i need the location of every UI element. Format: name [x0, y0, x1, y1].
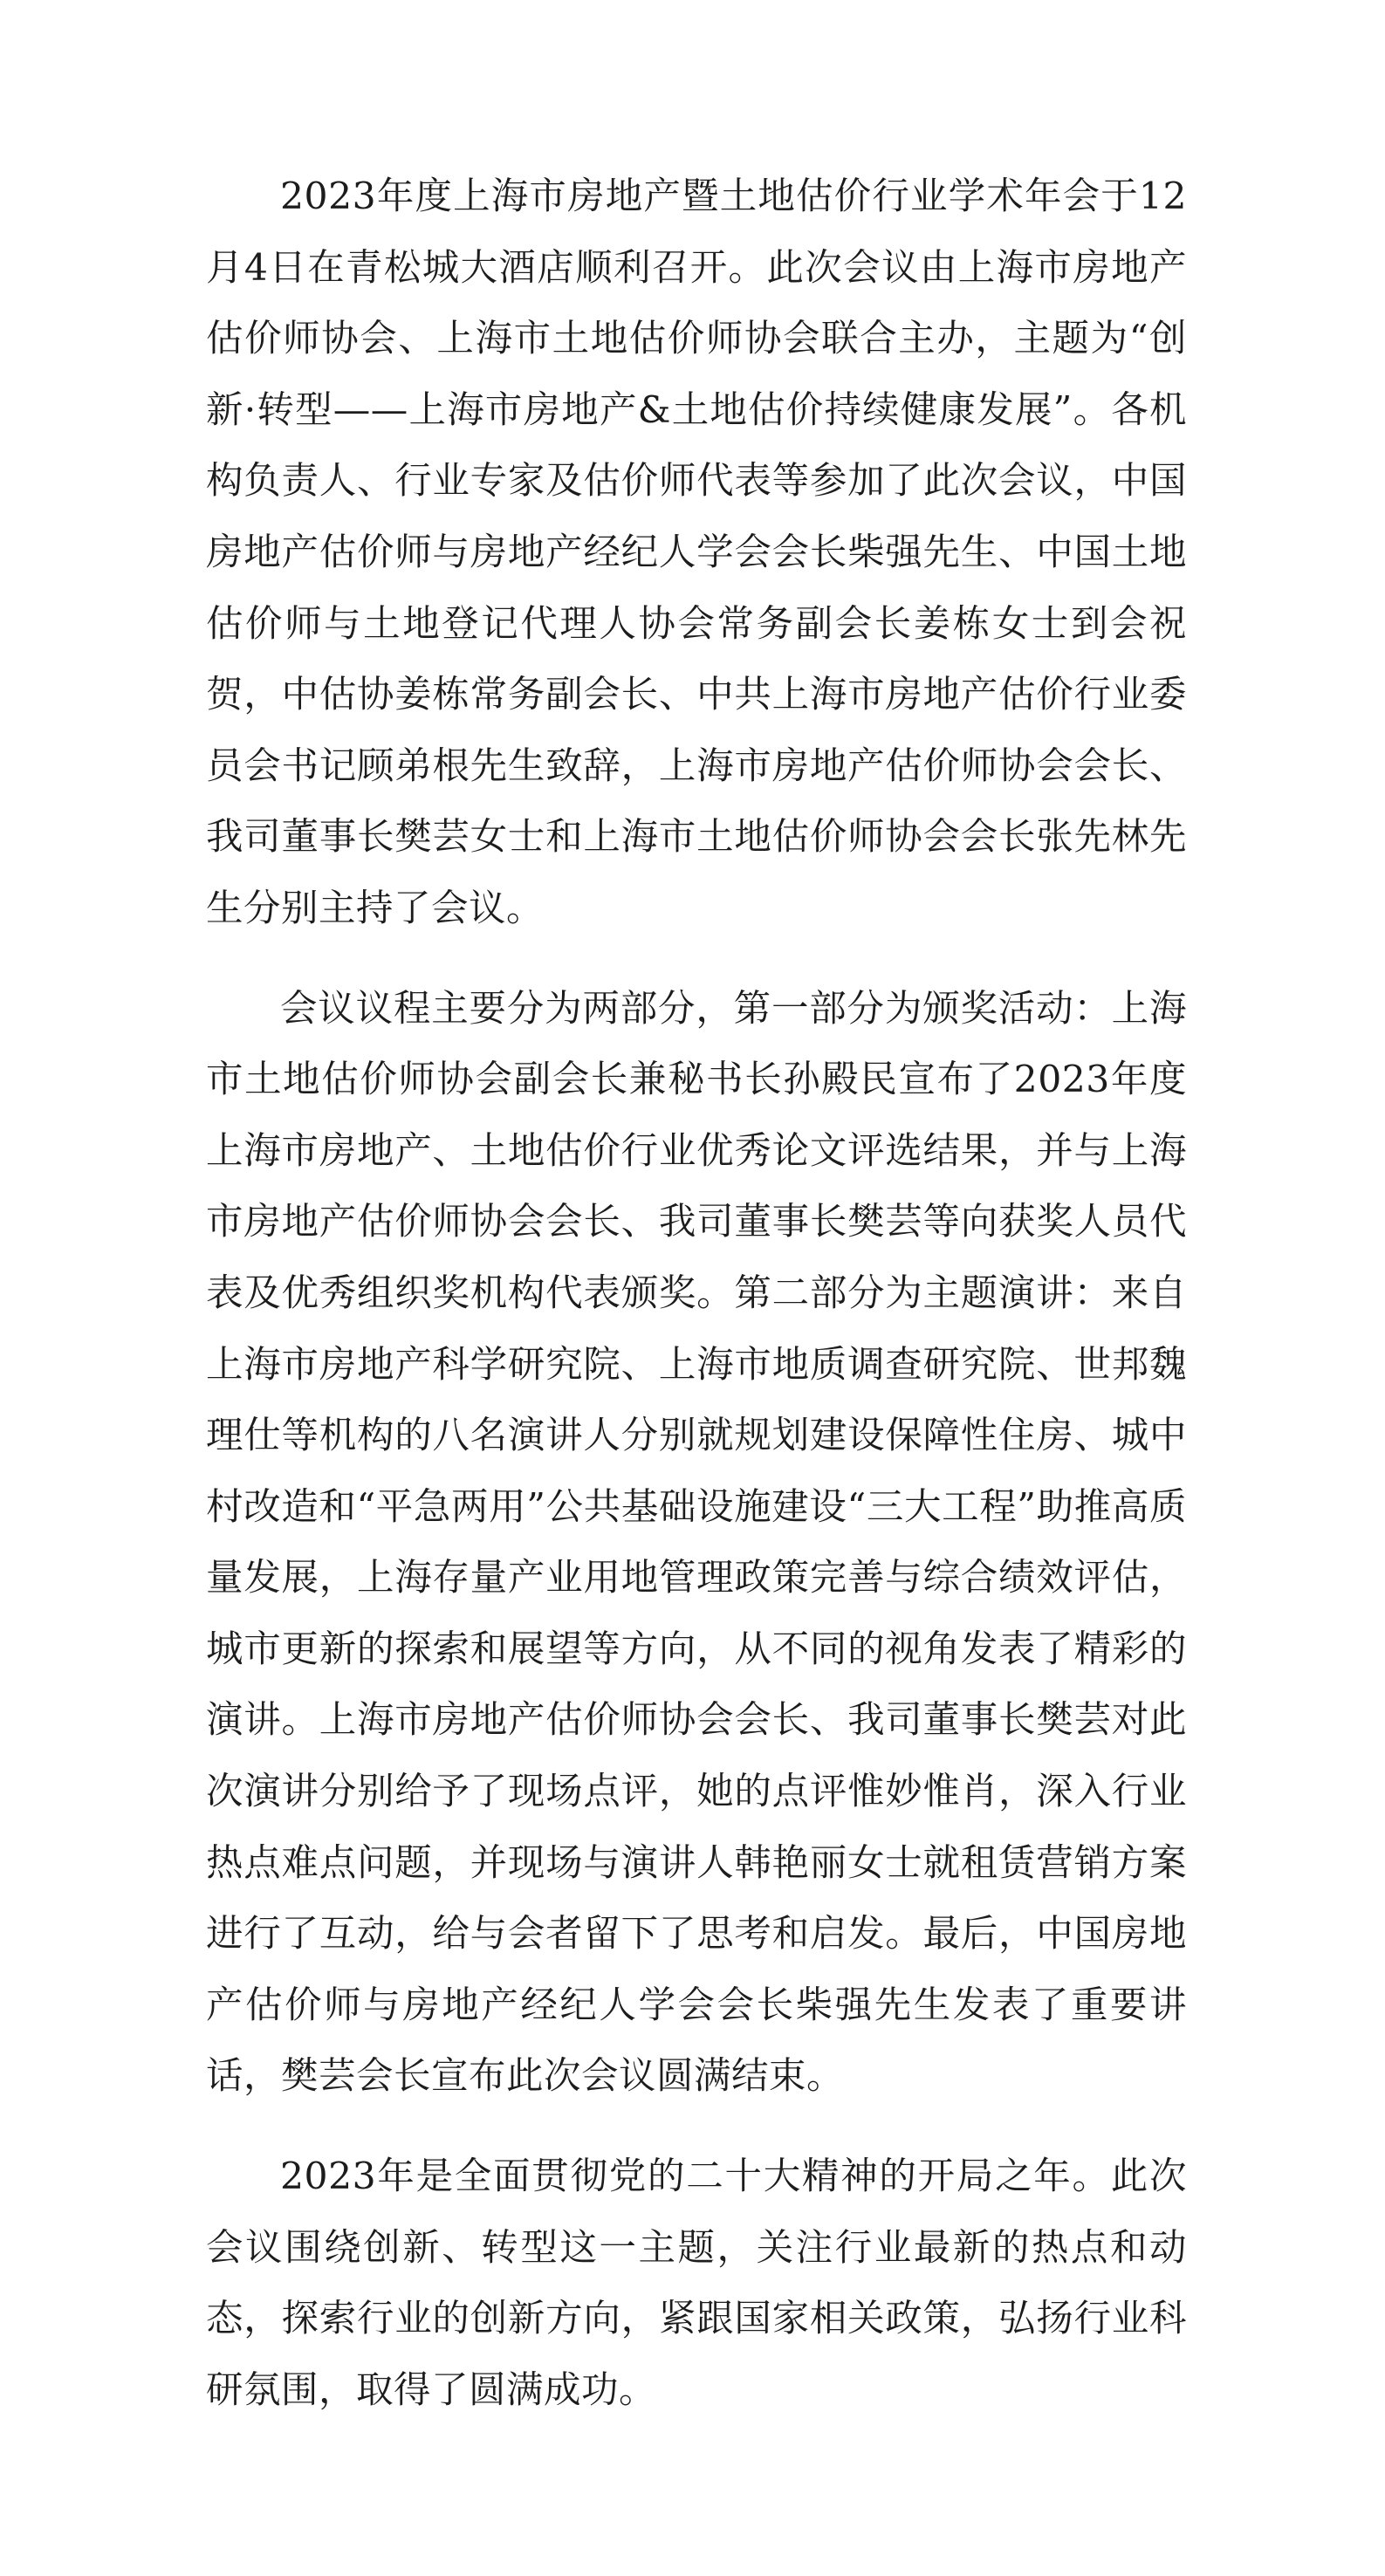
paragraph-conclusion: 2023年是全面贯彻党的二十大精神的开局之年。此次会议围绕创新、转型这一主题，关注行业最新的热点和动态，探索行业的创新方向，紧跟国家相关政策，弘扬行业科研氛围，取得了圆满成功。	[206, 2155, 1187, 2412]
paragraph-agenda: 会议议程主要分为两部分，第一部分为颁奖活动：上海市土地估价师协会副会长兼秘书长孙殿民宣布了2023年度上海市房地产、土地估价行业优秀论文评选结果，并与上海市房地产估价师协会会长、我司董事长樊芸等向获奖人员代表及优秀组织奖机构代表颁奖。第二部分为主题演讲：来自上海市房地产科学研究院、上海市地质调查研究院、世邦魏理仕等机构的八名演讲人分别就规划建设保障性住房、城中村改造和“平急两用”公共基础设施建设“三大工程”助推高质量发展，上海存量产业用地管理政策完善与综合绩效评估，城市更新的探索和展望等方向，从不同的视角发表了精彩的演讲。上海市房地产估价师协会会长、我司董事长樊芸对此次演讲分别给予了现场点评，她的点评惟妙惟肖，深入行业热点难点问题，并现场与演讲人韩艳丽女士就租赁营销方案进行了互动，给与会者留下了思考和启发。最后，中国房地产估价师与房地产经纪人学会会长柴强先生发表了重要讲话，樊芸会长宣布此次会议圆满结束。	[206, 987, 1187, 2099]
document-body	[206, 161, 1187, 2455]
paragraph-conference-overview: 2023年度上海市房地产暨土地估价行业学术年会于12月4日在青松城大酒店顺利召开。此次会议由上海市房地产估价师协会、上海市土地估价师协会联合主办，主题为“创新·转型——上海市房地产&土地估价持续健康发展”。各机构负责人、行业专家及估价师代表等参加了此次会议，中国房地产估价师与房地产经纪人学会会长柴强先生、中国土地估价师与土地登记代理人协会常务副会长姜栋女士到会祝贺，中估协姜栋常务副会长、中共上海市房地产估价行业委员会书记顾弟根先生致辞，上海市房地产估价师协会会长、我司董事长樊芸女士和上海市土地估价师协会会长张先林先生分别主持了会议。	[206, 175, 1187, 930]
